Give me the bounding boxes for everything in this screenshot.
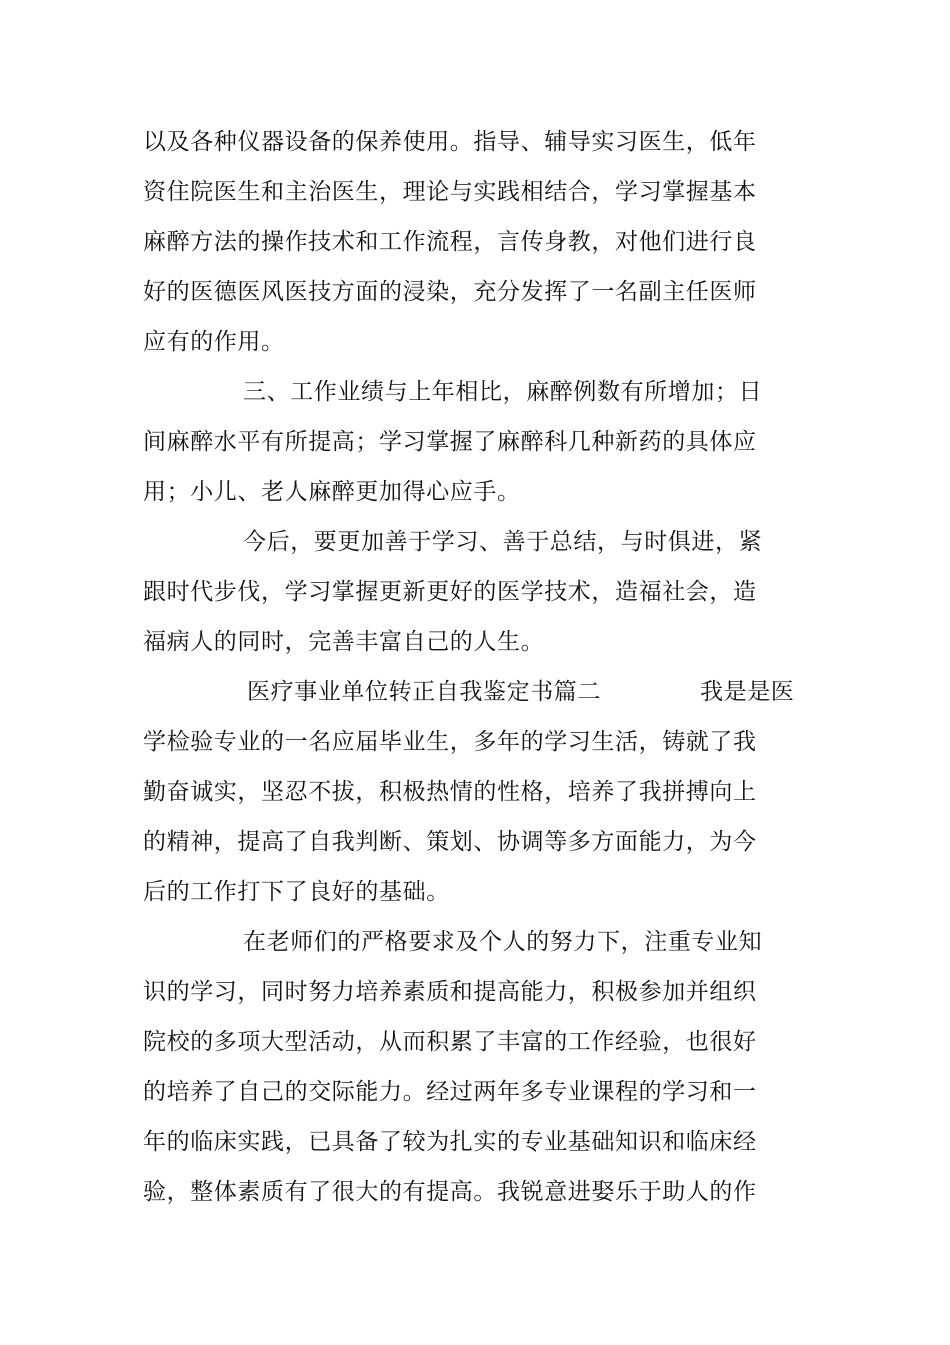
- text-line: 以及各种仪器设备的保养使用。指导、辅导实习医生，低年: [143, 129, 757, 155]
- text-line: 后的工作打下了良好的基础。: [143, 879, 450, 905]
- text-line: 麻醉方法的操作技术和工作流程，言传身教，对他们进行良: [143, 229, 757, 255]
- section-heading: 医疗事业单位转正自我鉴定书篇二: [247, 679, 601, 705]
- text-line: 间麻醉水平有所提高；学习掌握了麻醉科几种新药的具体应: [143, 429, 757, 455]
- text-line: 我是是医: [700, 679, 795, 705]
- text-line: 学检验专业的一名应届毕业生，多年的学习生活，铸就了我: [143, 729, 757, 755]
- text-line: 在老师们的严格要求及个人的努力下，注重专业知: [243, 929, 763, 955]
- text-line: 用；小儿、老人麻醉更加得心应手。: [143, 479, 521, 505]
- text-line: 识的学习，同时努力培养素质和提高能力，积极参加并组织: [143, 979, 757, 1005]
- text-line: 资住院医生和主治医生，理论与实践相结合，学习掌握基本: [143, 179, 757, 205]
- text-line: 跟时代步伐，学习掌握更新更好的医学技术，造福社会，造: [143, 579, 757, 605]
- text-line: 的精神，提高了自我判断、策划、协调等多方面能力，为今: [143, 829, 757, 855]
- text-line: 应有的作用。: [143, 329, 285, 355]
- text-line: 勤奋诚实，坚忍不拔，积极热情的性格，培养了我拼搏向上: [143, 779, 757, 805]
- text-line: 年的临床实践，已具备了较为扎实的专业基础知识和临床经: [143, 1129, 757, 1155]
- text-line: 院校的多项大型活动，从而积累了丰富的工作经验，也很好: [143, 1029, 757, 1055]
- text-line: 三、工作业绩与上年相比，麻醉例数有所增加；日: [243, 379, 763, 405]
- text-line: 福病人的同时，完善丰富自己的人生。: [143, 629, 545, 655]
- text-line: 好的医德医风医技方面的浸染，充分发挥了一名副主任医师: [143, 279, 757, 305]
- text-line: 今后，要更加善于学习、善于总结，与时俱进，紧: [243, 529, 763, 555]
- text-line: 的培养了自己的交际能力。经过两年多专业课程的学习和一: [143, 1079, 757, 1105]
- text-line: 验，整体素质有了很大的有提高。我锐意进娶乐于助人的作: [143, 1179, 757, 1205]
